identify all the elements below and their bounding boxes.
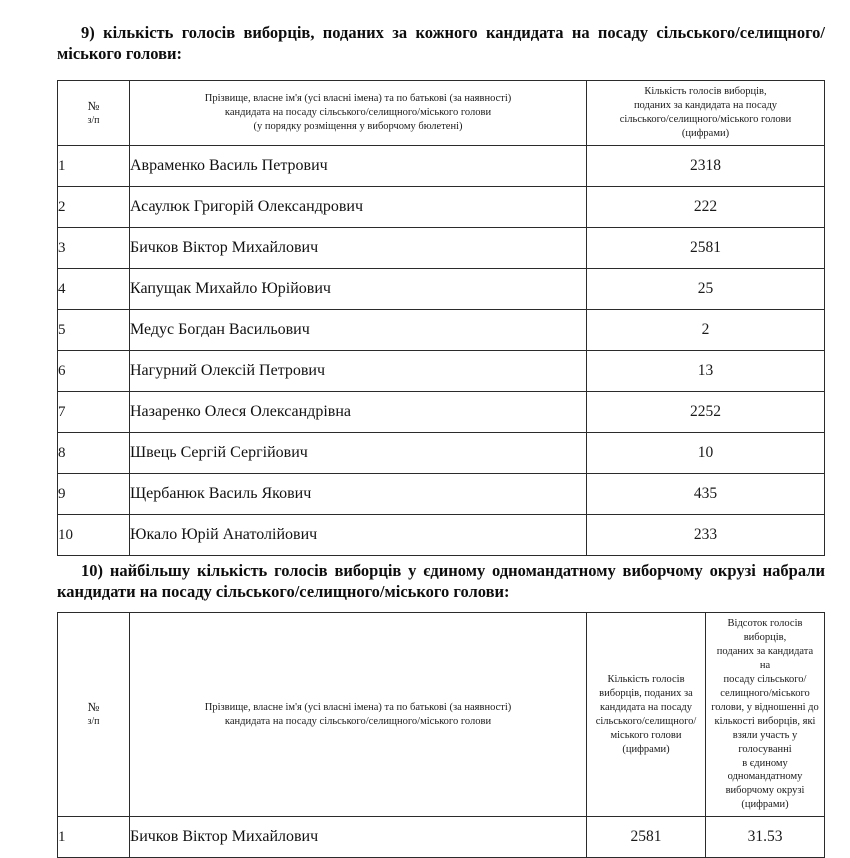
- row-number: 2: [58, 187, 130, 228]
- number-symbol: №: [87, 700, 100, 715]
- percent-header-line-7: взяли участь у голосуванні: [732, 729, 798, 755]
- row-vote-count: 10: [587, 433, 825, 474]
- percent-header-line-1: Відсоток голосів виборців,: [727, 618, 803, 643]
- row-number: 3: [58, 228, 130, 269]
- percent-header-line-10: (цифрами): [741, 799, 789, 811]
- row-candidate-name: Капущак Михайло Юрійович: [130, 269, 587, 310]
- table-row: [58, 187, 825, 228]
- column-header-vote-count: [587, 613, 706, 817]
- row-number: 1: [58, 817, 130, 858]
- row-number: 8: [58, 433, 130, 474]
- row-number: 5: [58, 310, 130, 351]
- column-header-vote-percent: [706, 613, 825, 817]
- section-9-heading: 9) кількість голосів виборців, поданих за кожного кандидата на посаду сільського/селищного/ міського голови:: [57, 23, 825, 64]
- row-vote-count: 25: [587, 269, 825, 310]
- row-candidate-name: Юкало Юрій Анатолійович: [130, 515, 587, 556]
- row-vote-count: 2318: [587, 146, 825, 187]
- row-candidate-name: Назаренко Олеся Олександрівна: [130, 392, 587, 433]
- votes-header-line-3: кандидата на посаду: [600, 701, 692, 713]
- section-10-heading: 10) найбільшу кількість голосів виборців у єдиному одномандатному виборчому окрузі набрали кандидати на посаду сільського/селищного/міського голови:: [57, 561, 825, 602]
- row-vote-count: 2252: [587, 392, 825, 433]
- percent-header-line-4: селищного/міського: [720, 687, 810, 699]
- row-vote-percent: 31.53: [706, 817, 825, 858]
- row-vote-count: 222: [587, 187, 825, 228]
- votes-header-line-4: сільського/селищного/: [595, 715, 697, 727]
- row-number: 9: [58, 474, 130, 515]
- votes-header-line-5: міського голови: [610, 729, 682, 741]
- row-candidate-name: Бичков Віктор Михайлович: [130, 228, 587, 269]
- row-vote-count: 13: [587, 351, 825, 392]
- column-header-number: [58, 81, 130, 146]
- percent-header-line-9: виборчому окрузі: [725, 785, 805, 797]
- table-row: [58, 474, 825, 515]
- table-row: [58, 515, 825, 556]
- name-header-line-2: кандидата на посаду сільського/селищного/міського голови: [224, 715, 492, 727]
- winner-votes-table: [57, 612, 825, 858]
- percent-header-line-2: поданих за кандидата на: [716, 645, 814, 671]
- row-candidate-name: Нагурний Олексій Петрович: [130, 351, 587, 392]
- row-candidate-name: Щербанюк Василь Якович: [130, 474, 587, 515]
- table-row: [58, 228, 825, 269]
- row-number: 6: [58, 351, 130, 392]
- row-vote-count: 2: [587, 310, 825, 351]
- table-row: [58, 392, 825, 433]
- table-row: [58, 269, 825, 310]
- name-header-line-2: кандидата на посаду сільського/селищного/міського голови: [224, 107, 492, 119]
- table-header-row: [58, 81, 825, 146]
- votes-header-line-1: Кількість голосів виборців,: [644, 86, 767, 98]
- column-header-candidate-name: [130, 613, 587, 817]
- row-candidate-name: Асаулюк Григорій Олександрович: [130, 187, 587, 228]
- table-row: [58, 433, 825, 474]
- row-number: 10: [58, 515, 130, 556]
- row-candidate-name: Медус Богдан Васильович: [130, 310, 587, 351]
- row-vote-count: 435: [587, 474, 825, 515]
- name-header-line-1: Прізвище, власне ім'я (усі власні імена) та по батькові (за наявності): [204, 93, 512, 105]
- number-sub-label: з/п: [87, 114, 100, 126]
- percent-header-line-5: голови, у відношенні до: [711, 701, 819, 713]
- votes-header-line-6: (цифрами): [622, 743, 670, 755]
- table-header-row: [58, 613, 825, 817]
- row-candidate-name: Швець Сергій Сергійович: [130, 433, 587, 474]
- row-candidate-name: Авраменко Василь Петрович: [130, 146, 587, 187]
- candidates-votes-table: [57, 80, 825, 556]
- row-vote-count: 233: [587, 515, 825, 556]
- row-number: 1: [58, 146, 130, 187]
- row-vote-count: 2581: [587, 817, 706, 858]
- name-header-line-3: (у порядку розміщення у виборчому бюлетені): [253, 120, 463, 132]
- column-header-vote-count: [587, 81, 825, 146]
- percent-header-line-3: посаду сільського/: [723, 673, 807, 685]
- column-header-candidate-name: [130, 81, 587, 146]
- votes-header-line-3: сільського/селищного/міського голови: [619, 114, 792, 125]
- votes-header-line-1: Кількість голосів: [607, 673, 685, 685]
- votes-header-line-2: поданих за кандидата на посаду: [633, 100, 778, 112]
- row-number: 7: [58, 392, 130, 433]
- name-header-line-1: Прізвище, власне ім'я (усі власні імена) та по батькові (за наявності): [204, 701, 512, 713]
- table-row: [58, 310, 825, 351]
- row-candidate-name: Бичков Віктор Михайлович: [130, 817, 587, 858]
- percent-header-line-8: в єдиному одномандатному: [727, 757, 803, 783]
- row-vote-count: 2581: [587, 228, 825, 269]
- number-sub-label: з/п: [87, 716, 100, 728]
- votes-header-line-4: (цифрами): [681, 127, 730, 139]
- row-number: 4: [58, 269, 130, 310]
- table-row: [58, 817, 825, 858]
- percent-header-line-6: кількості виборців, які: [714, 715, 816, 727]
- table-row: [58, 351, 825, 392]
- table-row: [58, 146, 825, 187]
- number-symbol: №: [87, 98, 100, 113]
- column-header-number: [58, 613, 130, 817]
- votes-header-line-2: виборців, поданих за: [599, 687, 693, 699]
